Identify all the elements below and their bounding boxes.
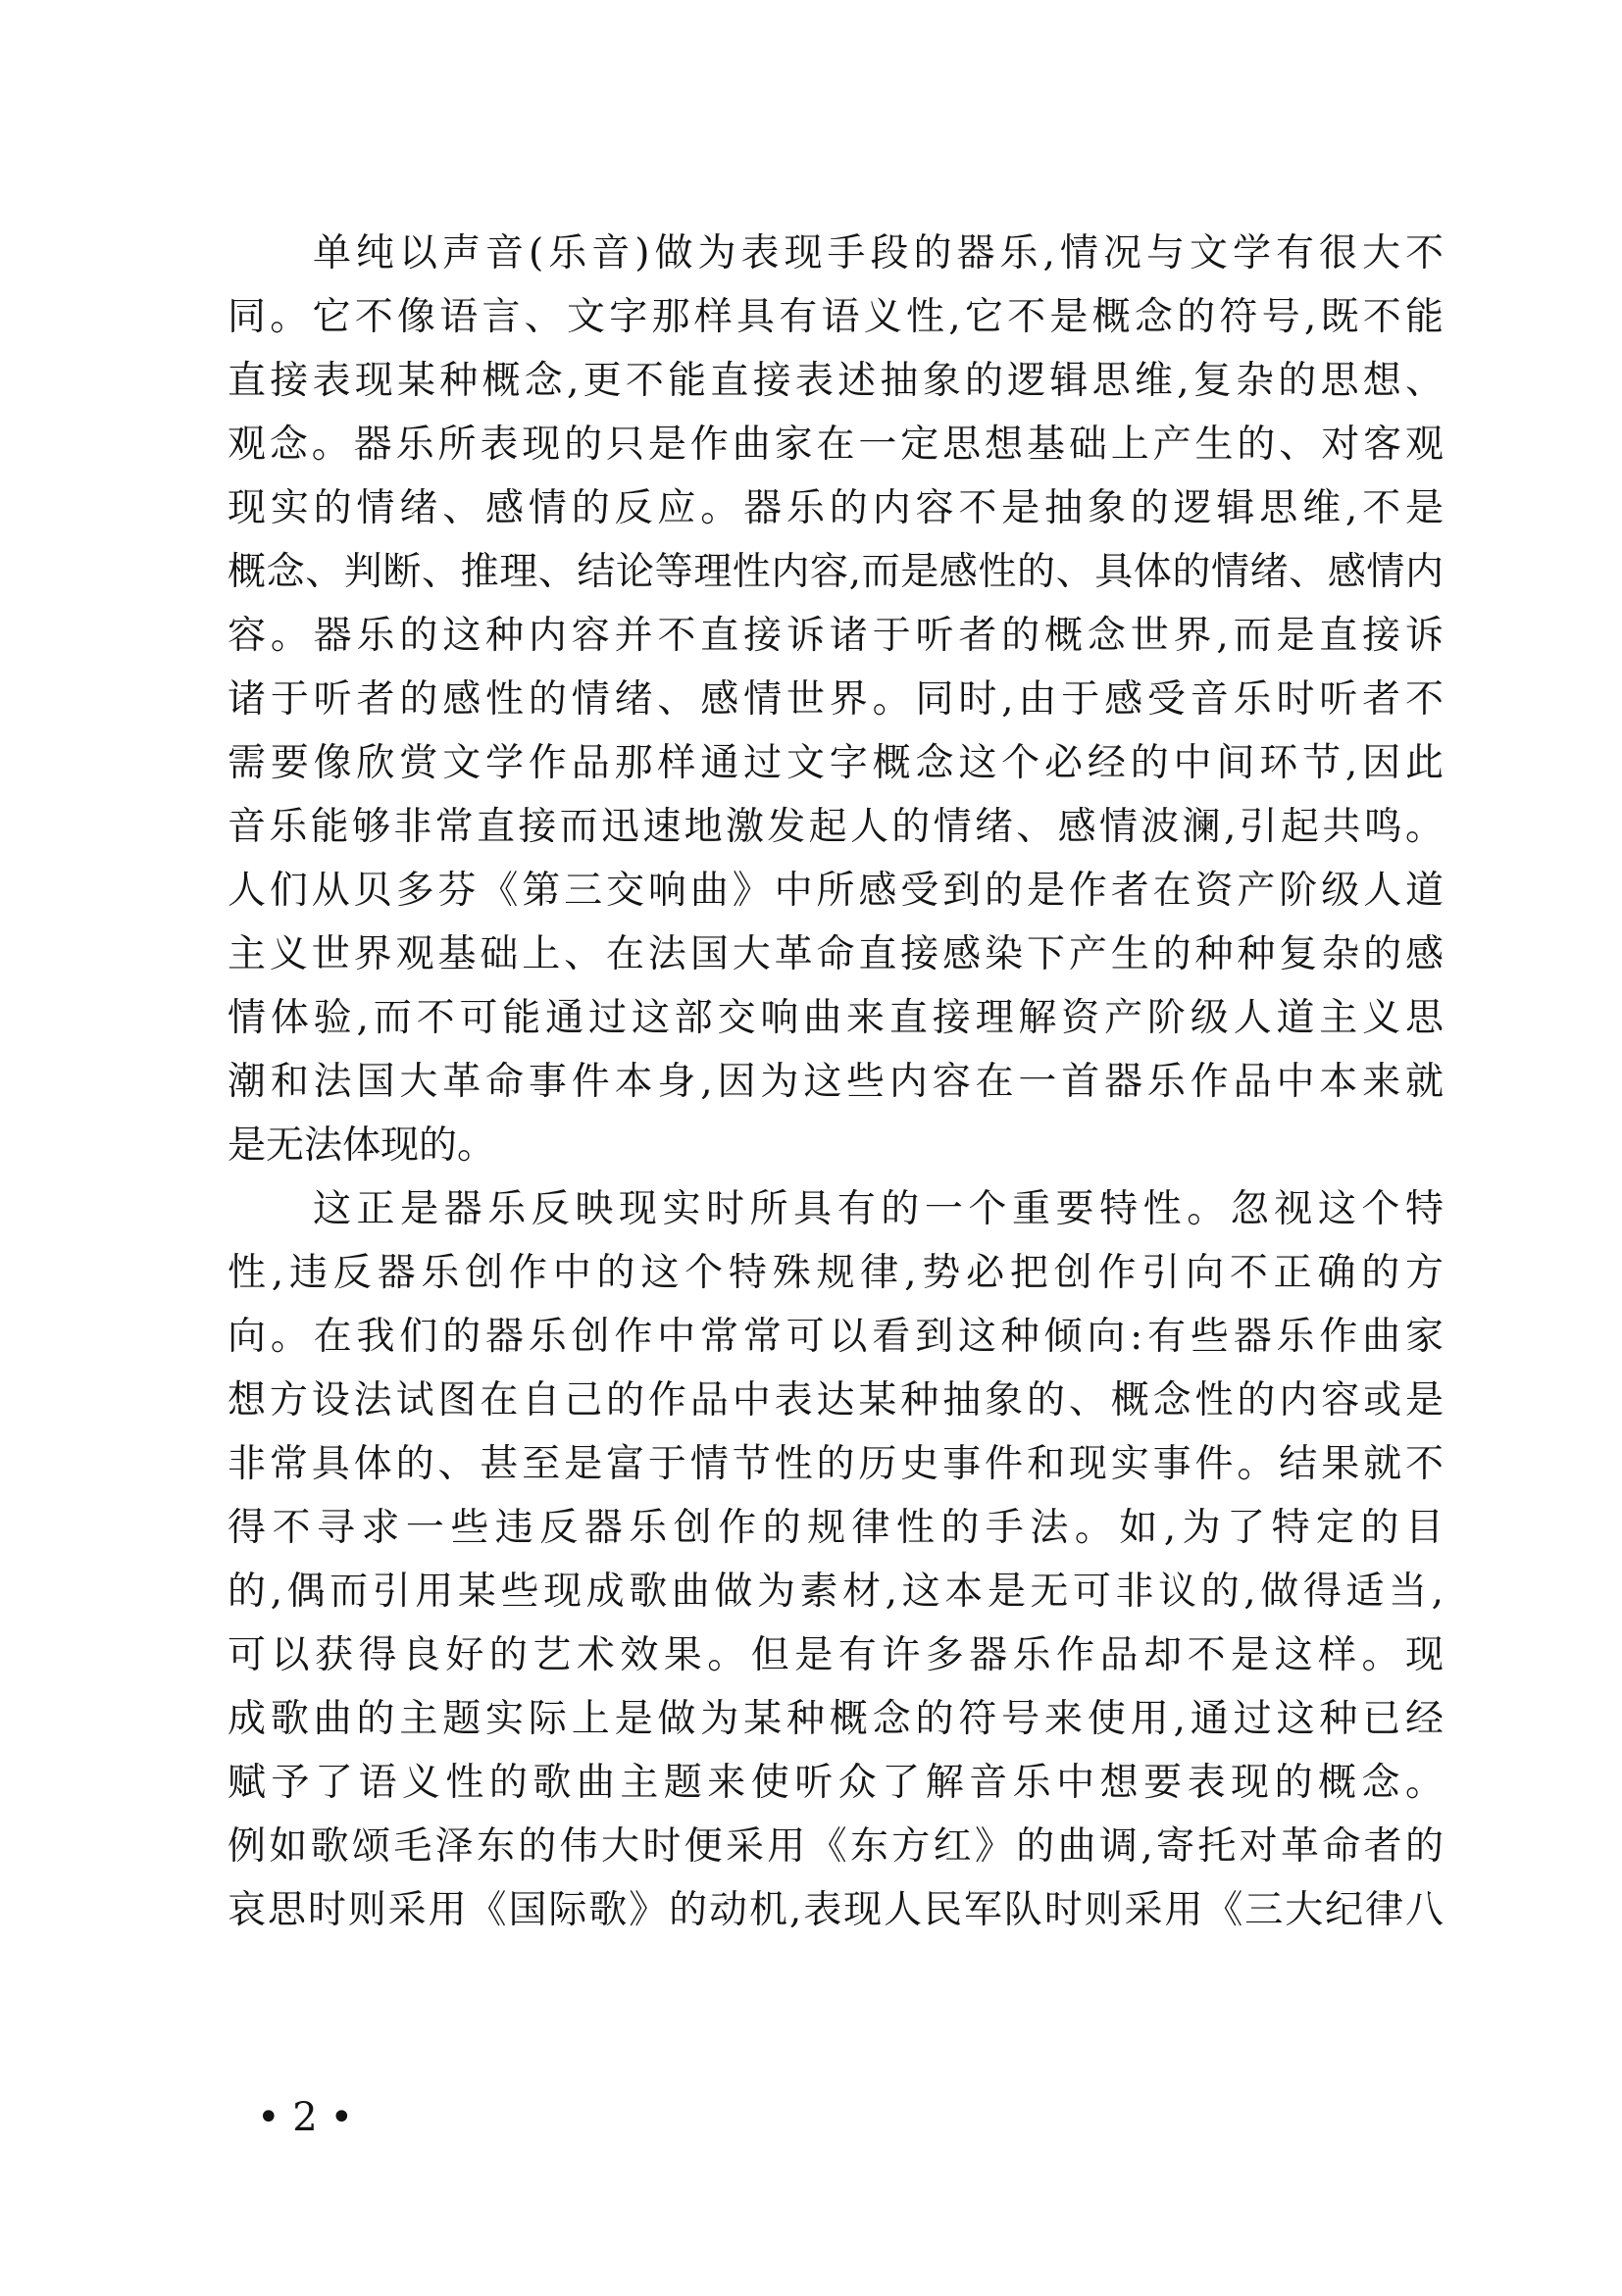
text-line: 向。在我们的器乐创作中常常可以看到这种倾向:有些器乐作曲家: [228, 1315, 1444, 1359]
text-line: 音乐能够非常直接而迅速地激发起人的情绪、感情波澜,引起共鸣。: [228, 805, 1444, 849]
body-text: [228, 222, 1444, 1942]
page-number: • 2 •: [257, 2095, 354, 2140]
text-line: 人们从贝多芬《第三交响曲》中所感受到的是作者在资产阶级人道: [228, 869, 1444, 913]
text-line: 容。器乐的这种内容并不直接诉诸于听者的概念世界,而是直接诉: [228, 614, 1444, 658]
text-line: 例如歌颂毛泽东的伟大时便采用《东方红》的曲调,寄托对革命者的: [228, 1824, 1444, 1869]
text-line: 需要像欣赏文学作品那样通过文字概念这个必经的中间环节,因此: [228, 741, 1444, 785]
text-line: 的,偶而引用某些现成歌曲做为素材,这本是无可非议的,做得适当,: [228, 1570, 1444, 1614]
text-line: 非常具体的、甚至是富于情节性的历史事件和现实事件。结果就不: [228, 1442, 1444, 1486]
text-line: 诸于听者的感性的情绪、感情世界。同时,由于感受音乐时听者不: [228, 677, 1444, 722]
text-line: 情体验,而不可能通过这部交响曲来直接理解资产阶级人道主义思: [228, 996, 1444, 1040]
text-line: 主义世界观基础上、在法国大革命直接感染下产生的种种复杂的感: [228, 932, 1444, 976]
text-line: 性,违反器乐创作中的这个特殊规律,势必把创作引向不正确的方: [228, 1251, 1444, 1295]
text-line: 观念。器乐所表现的只是作曲家在一定思想基础上产生的、对客观: [228, 423, 1444, 467]
text-line: 单纯以声音(乐音)做为表现手段的器乐,情况与文学有很大不: [313, 231, 1444, 275]
text-line: 同。它不像语言、文字那样具有语义性,它不是概念的符号,既不能: [228, 295, 1444, 339]
text-line: 赋予了语义性的歌曲主题来使听众了解音乐中想要表现的概念。: [228, 1761, 1444, 1805]
text-line: 想方设法试图在自己的作品中表达某种抽象的、概念性的内容或是: [228, 1378, 1444, 1423]
text-line: 直接表现某种概念,更不能直接表述抽象的逻辑思维,复杂的思想、: [228, 359, 1444, 403]
text-line: 得不寻求一些违反器乐创作的规律性的手法。如,为了特定的目: [228, 1506, 1444, 1550]
text-line: 成歌曲的主题实际上是做为某种概念的符号来使用,通过这种已经: [228, 1697, 1444, 1741]
text-line: 潮和法国大革命事件本身,因为这些内容在一首器乐作品中本来就: [228, 1060, 1444, 1104]
text-line: 哀思时则采用《国际歌》的动机,表现人民军队时则采用《三大纪律八: [228, 1888, 1444, 1932]
text-line: 可以获得良好的艺术效果。但是有许多器乐作品却不是这样。现: [228, 1633, 1444, 1677]
text-line: 概念、判断、推理、结论等理性内容,而是感性的、具体的情绪、感情内: [228, 550, 1444, 594]
text-line: 是无法体现的。: [228, 1123, 496, 1168]
text-line: 现实的情绪、感情的反应。器乐的内容不是抽象的逻辑思维,不是: [228, 486, 1444, 530]
text-line: 这正是器乐反映现实时所具有的一个重要特性。忽视这个特: [313, 1187, 1444, 1231]
